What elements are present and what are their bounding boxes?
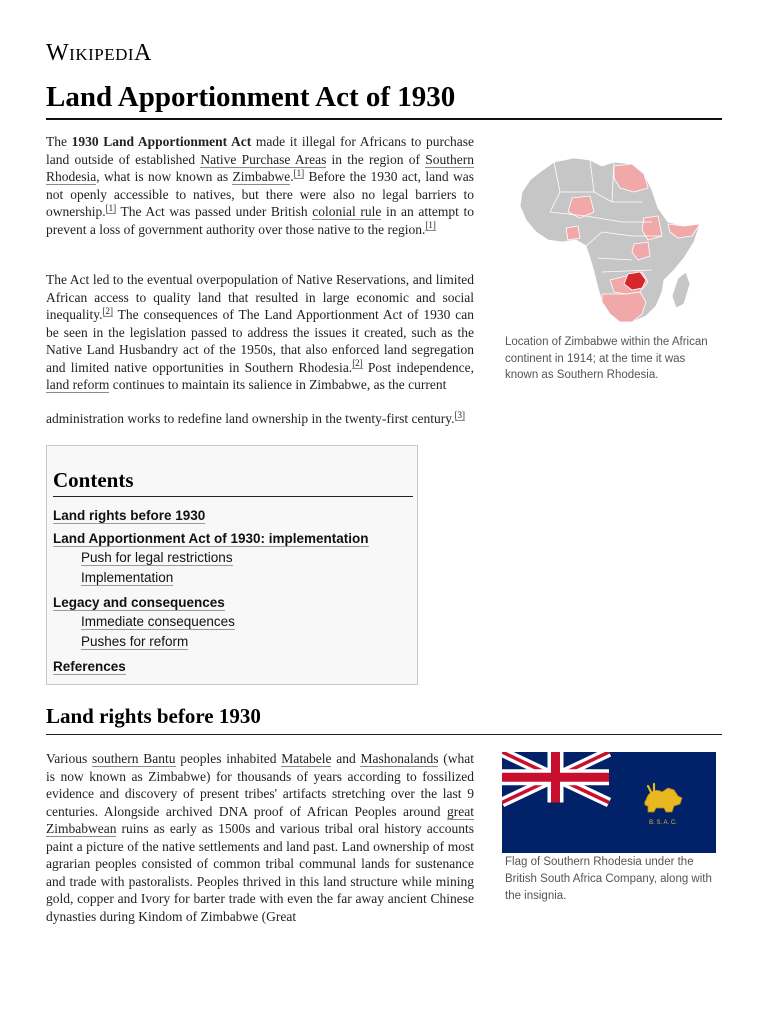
link-colonial-rule[interactable]: colonial rule xyxy=(312,204,382,219)
toc-item-pushes-for-reform[interactable]: Pushes for reform xyxy=(81,634,189,649)
reference-1[interactable]: [1] xyxy=(425,220,436,230)
intro-paragraph: The 1930 Land Apportionment Act made it illegal for Africans to purchase land outside of established Native Purchase Areas in the region of Southern Rhodesia, what is now known as Zimbabwe.[1] Before the 1930 act, land was not openly accessible to natives, but there were also no legal barriers to ownership.[1] The Act was passed under British colonial rule in an attempt to prevent a loss of government authority over those native to the region.[1] xyxy=(46,134,474,237)
link-native-purchase-areas[interactable]: Native Purchase Areas xyxy=(200,151,327,167)
land-rights-paragraph: Various southern Bantu peoples inhabited Matabele and Mashonalands (what is now known as Zimbabwe) for thousands of years according to fossilized evidence and discovery of present tribes' artifacts stretching over the last 9 centuries. Alongside archived DNA proof of African Peoples around great Zimbabwean ruins as early as 1500s and various tribal oral history accounts paint a picture of the native settlements and land past. Land ownership of most agrarian peoples consisted of common tribal communal lands for sustenance and trade with pastoralists. Peoples thrived in this land structure while mining gold, copper and Ivory for barter trade with even the far away ancient Chinese dynasties during Kindom of Zimbabwe (Great xyxy=(46,751,474,924)
section-heading-land-rights: Land rights before 1930 xyxy=(46,704,722,735)
map-caption: Location of Zimbabwe within the African continent in 1914; at the time it was known as Southern Rhodesia. xyxy=(505,336,708,381)
flag-caption: Flag of Southern Rhodesia under the British South Africa Company, along with the insignia. xyxy=(505,856,712,902)
toc-item-references[interactable]: References xyxy=(53,659,126,674)
consequences-paragraph: The Act led to the eventual overpopulation of Native Reservations, and limited African access to quality land that resulted in large economic and social inequality.[2] The consequences of The Land Apportionment Act of 1930 can be seen in the legislation passed to address the issues it created, such as the Native Land Husbandry act of the 1950s, that also enforced land segregation and limited native opportunities in Southern Rhodesia.[2] Post independence, land reform continues to maintain its salience in Zimbabwe, as the current xyxy=(46,272,474,392)
svg-text:B. S. A. C.: B. S. A. C. xyxy=(649,820,677,826)
toc-item-push-for-legal-restrictions[interactable]: Push for legal restrictions xyxy=(81,550,233,565)
reference-3[interactable]: [3] xyxy=(454,409,466,420)
consequences-paragraph-last-line: administration works to redefine land ownership in the twenty-first century.[3] xyxy=(46,409,466,426)
link-southern-bantu[interactable]: southern Bantu xyxy=(92,751,176,766)
wikipedia-wordmark[interactable]: WIKIPEDIA xyxy=(46,40,152,66)
link-great-zimbabwean[interactable]: great Zimbabwean xyxy=(46,803,474,836)
toc-item-implementation[interactable]: Implementation xyxy=(81,570,174,585)
bsac-flag-image[interactable] xyxy=(502,752,716,853)
reference-2[interactable]: [2] xyxy=(352,358,363,368)
link-zimbabwe[interactable]: Zimbabwe xyxy=(232,169,291,184)
table-of-contents xyxy=(46,445,418,685)
toc-title: Contents xyxy=(53,468,413,497)
page-title: Land Apportionment Act of 1930 xyxy=(46,78,722,120)
africa-map-image[interactable] xyxy=(502,132,720,337)
reference-2[interactable]: [2] xyxy=(102,305,113,316)
reference-1[interactable]: [1] xyxy=(105,202,117,213)
toc-item-immediate-consequences[interactable]: Immediate consequences xyxy=(81,614,235,629)
link-southern-rhodesia[interactable]: Southern Rhodesia xyxy=(46,151,474,184)
link-matabele[interactable]: Matabele xyxy=(281,751,332,766)
toc-item-legacy-and-consequences[interactable]: Legacy and consequences xyxy=(53,595,225,610)
link-land-reform[interactable]: land reform xyxy=(46,377,110,392)
reference-1[interactable]: [1] xyxy=(293,167,305,178)
link-mashonalands[interactable]: Mashonalands xyxy=(360,751,439,766)
toc-item-implementation-section[interactable]: Land Apportionment Act of 1930: implementation xyxy=(53,531,369,546)
toc-item-land-rights-before-1930[interactable]: Land rights before 1930 xyxy=(53,508,206,523)
